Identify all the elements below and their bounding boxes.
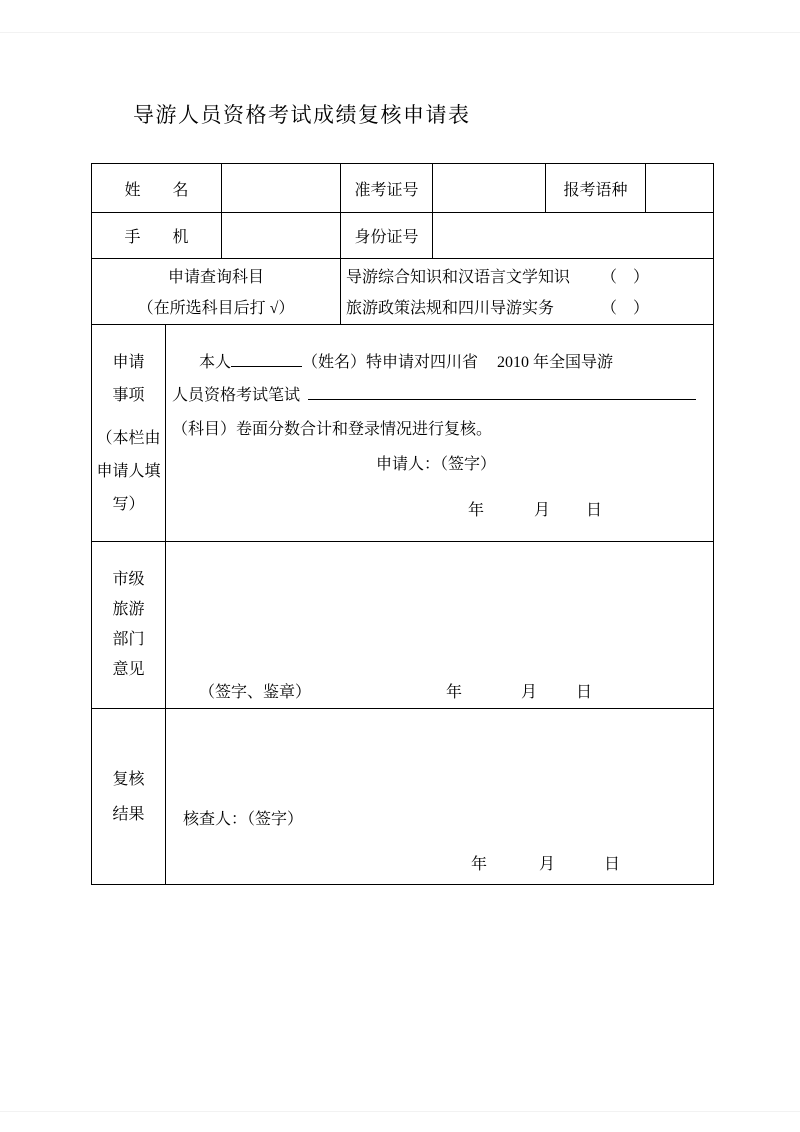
application-label-line: （本栏由 xyxy=(96,429,161,447)
id-number-label: 身份证号 xyxy=(341,213,433,259)
application-body-line3: （科目）卷面分数合计和登录情况进行复核。 xyxy=(172,421,493,438)
row-name xyxy=(92,164,714,213)
page-bottom-edge xyxy=(0,1111,800,1112)
row-review-result xyxy=(92,709,714,885)
applicant-signature-label: 申请人：（签字） xyxy=(376,456,497,473)
exam-ticket-input-cell[interactable] xyxy=(433,164,546,213)
phone-label: 手 机 xyxy=(92,213,222,259)
review-date-line xyxy=(166,851,713,871)
exam-language-label: 报考语种 xyxy=(546,164,646,213)
name-input-cell[interactable] xyxy=(222,164,341,213)
city-opinion-label-line: 部门 xyxy=(112,631,145,648)
page-title: 导游人员资格考试成绩复核申请表 xyxy=(133,103,471,127)
city-opinion-signature-label: （签字、鉴章） xyxy=(199,684,312,701)
application-body-text: （姓名）特申请对四川省 xyxy=(302,354,479,371)
application-date-line xyxy=(166,497,713,517)
subject-option-1-checkbox[interactable]: （ ） xyxy=(601,269,650,286)
year-label: 年 xyxy=(471,856,488,873)
reviewer-signature-label: 核查人：（签字） xyxy=(183,811,304,828)
application-body-line2 xyxy=(172,382,696,405)
subject-option-1-label: 导游综合知识和汉语言文学知识 xyxy=(346,269,571,286)
phone-input-cell[interactable] xyxy=(222,213,341,259)
city-opinion-body-cell[interactable] xyxy=(166,542,714,709)
subject-option-row xyxy=(346,262,649,293)
row-application xyxy=(92,325,714,542)
month-label: 月 xyxy=(521,684,538,701)
id-number-input-cell[interactable] xyxy=(433,213,714,259)
application-body-line1 xyxy=(199,349,613,372)
application-body-cell xyxy=(166,325,714,542)
application-body-text: 2010 年全国导游 xyxy=(497,354,614,371)
exam-ticket-label: 准考证号 xyxy=(341,164,433,213)
city-opinion-section-label xyxy=(92,542,166,709)
page-top-edge xyxy=(0,32,800,33)
review-result-section-label xyxy=(92,709,166,885)
applicant-name-blank[interactable] xyxy=(231,352,302,367)
day-label: 日 xyxy=(576,684,593,701)
application-body-text: 本人 xyxy=(199,354,232,371)
review-result-body-cell[interactable] xyxy=(166,709,714,885)
subject-option-row xyxy=(346,293,649,324)
application-label-line: 申请 xyxy=(112,353,145,371)
subjects-header-cell xyxy=(92,259,341,325)
application-label-line: 写） xyxy=(112,495,145,513)
application-form-table xyxy=(91,163,714,885)
year-label: 年 xyxy=(468,502,485,519)
year-label: 年 xyxy=(446,684,463,701)
name-label: 姓 名 xyxy=(92,164,222,213)
row-city-opinion xyxy=(92,542,714,709)
subjects-options-cell xyxy=(341,259,714,325)
day-label: 日 xyxy=(586,502,603,519)
review-result-label-line: 复核 xyxy=(112,770,145,788)
subject-option-2-label: 旅游政策法规和四川导游实务 xyxy=(346,300,555,317)
city-opinion-label-line: 市级 xyxy=(112,571,145,588)
application-section-label xyxy=(92,325,166,542)
city-opinion-label-line: 意见 xyxy=(112,661,145,678)
subjects-header-line2: （在所选科目后打 √） xyxy=(137,299,295,317)
city-opinion-label-line: 旅游 xyxy=(112,601,145,618)
exam-language-input-cell[interactable] xyxy=(646,164,714,213)
row-phone xyxy=(92,213,714,259)
review-result-label-line: 结果 xyxy=(112,805,145,823)
application-label-line: 事项 xyxy=(112,386,145,404)
month-label: 月 xyxy=(539,856,556,873)
city-opinion-date-line xyxy=(166,679,713,699)
application-label-line: 申请人填 xyxy=(96,462,161,480)
month-label: 月 xyxy=(534,502,551,519)
subject-blank[interactable] xyxy=(308,385,696,400)
subject-option-2-checkbox[interactable]: （ ） xyxy=(601,300,650,317)
application-body-text: 人员资格考试笔试 xyxy=(172,387,301,404)
day-label: 日 xyxy=(604,856,621,873)
subjects-header-line1: 申请查询科目 xyxy=(168,268,265,286)
row-subjects xyxy=(92,259,714,325)
